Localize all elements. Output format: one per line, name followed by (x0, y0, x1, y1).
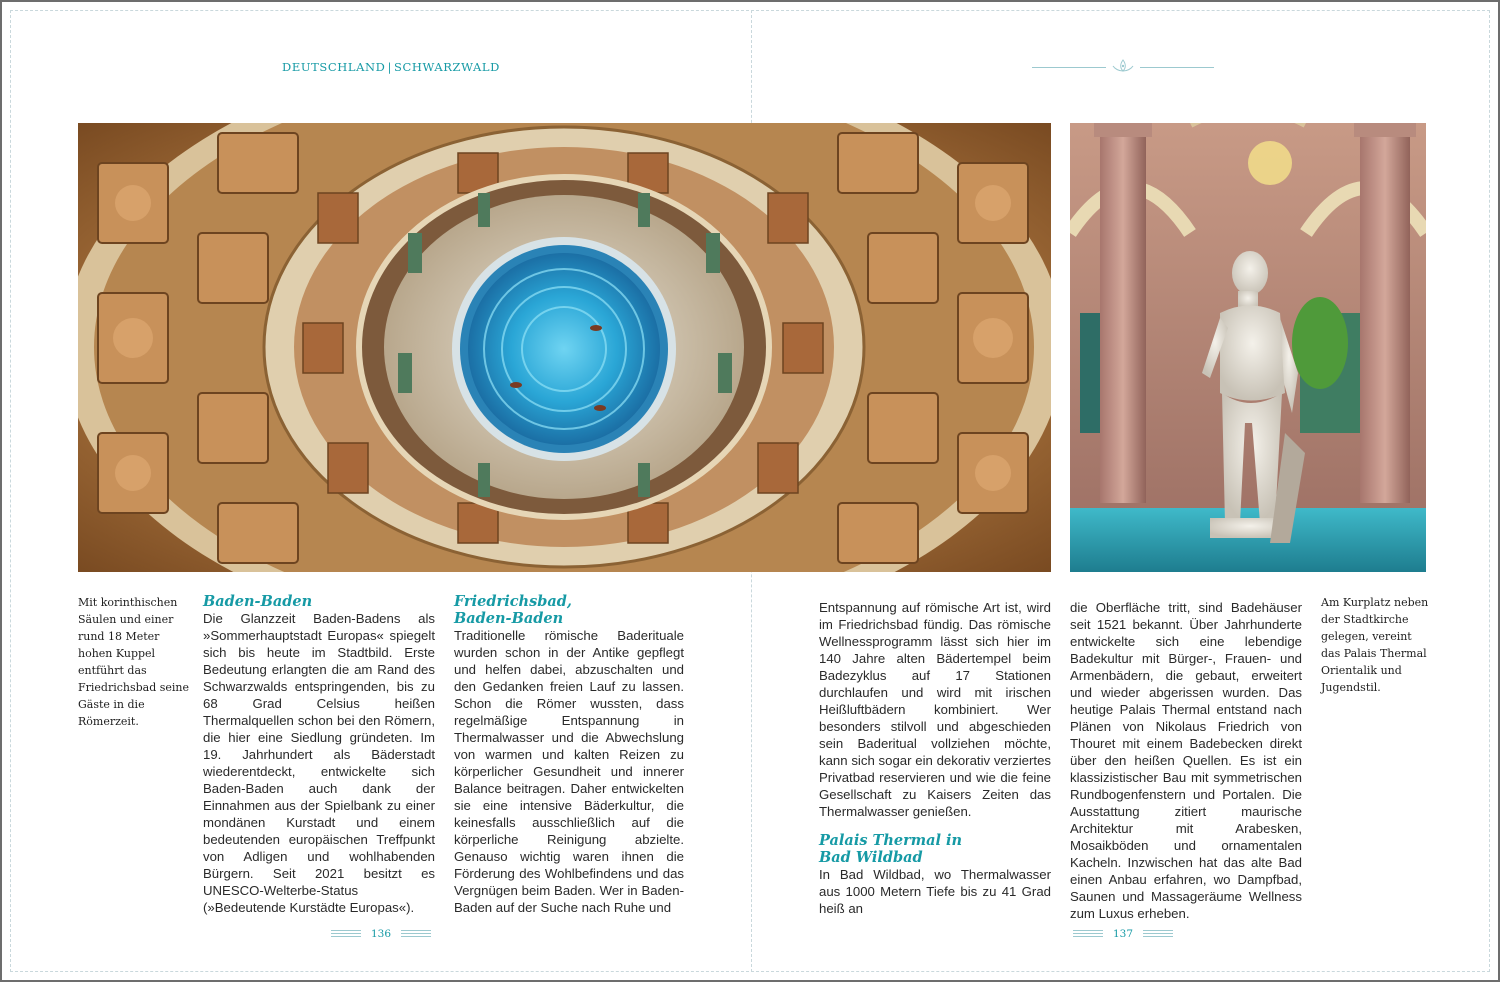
trim-line-top (10, 10, 1490, 11)
heading-palais-thermal-line1: Palais Thermal in (819, 832, 963, 849)
body-palais-thermal: In Bad Wildbad, wo Thermalwasser aus 1000 Metern Tiefe bis zu 41 Grad heiß an (819, 867, 1051, 916)
text-column-3 (819, 599, 1051, 917)
heading-friedrichsbad-line1: Friedrichsbad, (454, 593, 572, 610)
text-column-4 (1070, 599, 1302, 922)
friedrichsbad-dome-photo (78, 123, 1051, 572)
trim-line-bottom (10, 971, 1490, 972)
ornament-line-left (1032, 67, 1106, 68)
heading-baden-baden: Baden-Baden (203, 593, 313, 610)
folio-rule-right (401, 930, 431, 938)
page-number-left-value: 136 (370, 928, 392, 940)
running-head-region: SCHWARZWALD (394, 60, 500, 74)
page-number-left (331, 927, 431, 941)
dome-illustration (78, 123, 1051, 572)
running-head (282, 60, 500, 74)
fleuron-icon (1110, 58, 1136, 74)
dome-caption: Mit korinthischen Säulen und einer rund 18 Meter hohen Kuppel entführt das Friedrichsbad seine Gäste in die Römerzeit. (78, 596, 190, 728)
heading-palais-thermal (819, 832, 1051, 866)
body-friedrichsbad-continued: Entspannung auf römische Art ist, wird im Friedrichsbad fündig. Das römische Wellnessprogramm lässt sich hier im 140 Jahre alten Bädertempel beim Badezyklus auf 17 Stationen durchlaufen und wird mit irischen Heißluftbädern kombiniert. Wer besonders stilvoll und abgeschieden sein Baderitual vollziehen möchte, kann sich sogar ein dekorativ verziertes Privatbad reservieren und wie die feine Gesellschaft zu Kaisers Zeiten das Thermalwasser genießen. (819, 600, 1051, 819)
header-ornament (1032, 58, 1214, 74)
trim-line-right (1489, 10, 1490, 972)
statue-caption: Am Kurplatz neben der Stadtkirche gelegen, vereint das Palais Thermal Orientalik und Jugendstil. (1321, 596, 1429, 694)
folio-rule-right (1143, 930, 1173, 938)
page-number-right-value: 137 (1112, 928, 1134, 940)
statue-illustration (1070, 123, 1426, 572)
folio-rule-left (1073, 930, 1103, 938)
folio-rule-left (331, 930, 361, 938)
body-friedrichsbad: Traditionelle römische Baderituale wurden schon in der Antike gepflegt und helfen dabei, abzuschalten und den Gedanken freien Lauf zu lassen. Schon die Römer wussten, dass regelmäßige Entspannung in Thermalwasser und die Abwechslung von warmen und kalten Reizen zu körperlicher Gesundheit und innerer Balance beitragen. Daher entwickelten sie eine intensive Bäderkultur, die keinesfalls ausschließlich auf die körperliche Reinigung abzielte. Genauso wichtig waren ihnen die Förderung des Wohlbefindens und das Vergnügen beim Baden. Wer in Baden-Baden auf der Suche nach Ruhe und (454, 628, 684, 915)
body-baden-baden: Die Glanzzeit Baden-Badens als »Sommerhauptstadt Europas« spiegelt sich bis heute im Stadtbild. Erste Bedeutung erlangten die am Rand des Schwarzwalds entspringenden, bis zu 68 Grad Celsius heißen Thermalquellen schon bei den Römern, die hier eine Siedlung gründeten. Im 19. Jahrhundert als Bäderstadt wiederentdeckt, entwickelte sich Baden-Baden auch dank der Einnahmen aus der Spielbank zu einer mondänen Kurstadt und einem bedeutenden europäischen Treffpunkt von Adligen und wohlhabenden Bürgern. Seit 2021 besitzt es UNESCO-Welterbe-Status (»Bedeutende Kurstädte Europas«). (203, 611, 435, 915)
text-column-1 (203, 593, 435, 916)
page-number-right (1073, 927, 1173, 941)
body-palais-thermal-continued: die Oberfläche tritt, sind Badehäuser seit 1521 bekannt. Über Jahrhunderte entwickelte sich eine lebendige Badekultur mit Bürger-, Frauen- und Armenbädern, die gebaut, erweitert und wieder abgerissen wurden. Das heutige Palais Thermal entstand nach Plänen von Nikolaus Friedrich von Thouret mit einem Badebecken direkt über den heißen Quellen. Es ist ein klassizistischer Bau mit symmetrischen Rundbogenfenstern und Portalen. Die Ausstattung zitiert maurische Architektur mit Arabesken, Mosaikböden und ornamentalen Kacheln. Inzwischen hat das alte Bad einen Anbau erfahren, wo Dampfbad, Saunen und Massageräume Wellness zum Luxus erheben. (1070, 600, 1302, 921)
text-column-2 (454, 593, 684, 916)
ornament-line-right (1140, 67, 1214, 68)
heading-friedrichsbad-line2: Baden-Baden (454, 610, 564, 627)
heading-friedrichsbad (454, 593, 684, 627)
trim-line-left (10, 10, 11, 972)
running-head-country: DEUTSCHLAND (282, 60, 386, 74)
running-head-separator: | (387, 60, 392, 74)
heading-palais-thermal-line2: Bad Wildbad (819, 849, 923, 866)
palais-thermal-statue-photo (1070, 123, 1426, 572)
